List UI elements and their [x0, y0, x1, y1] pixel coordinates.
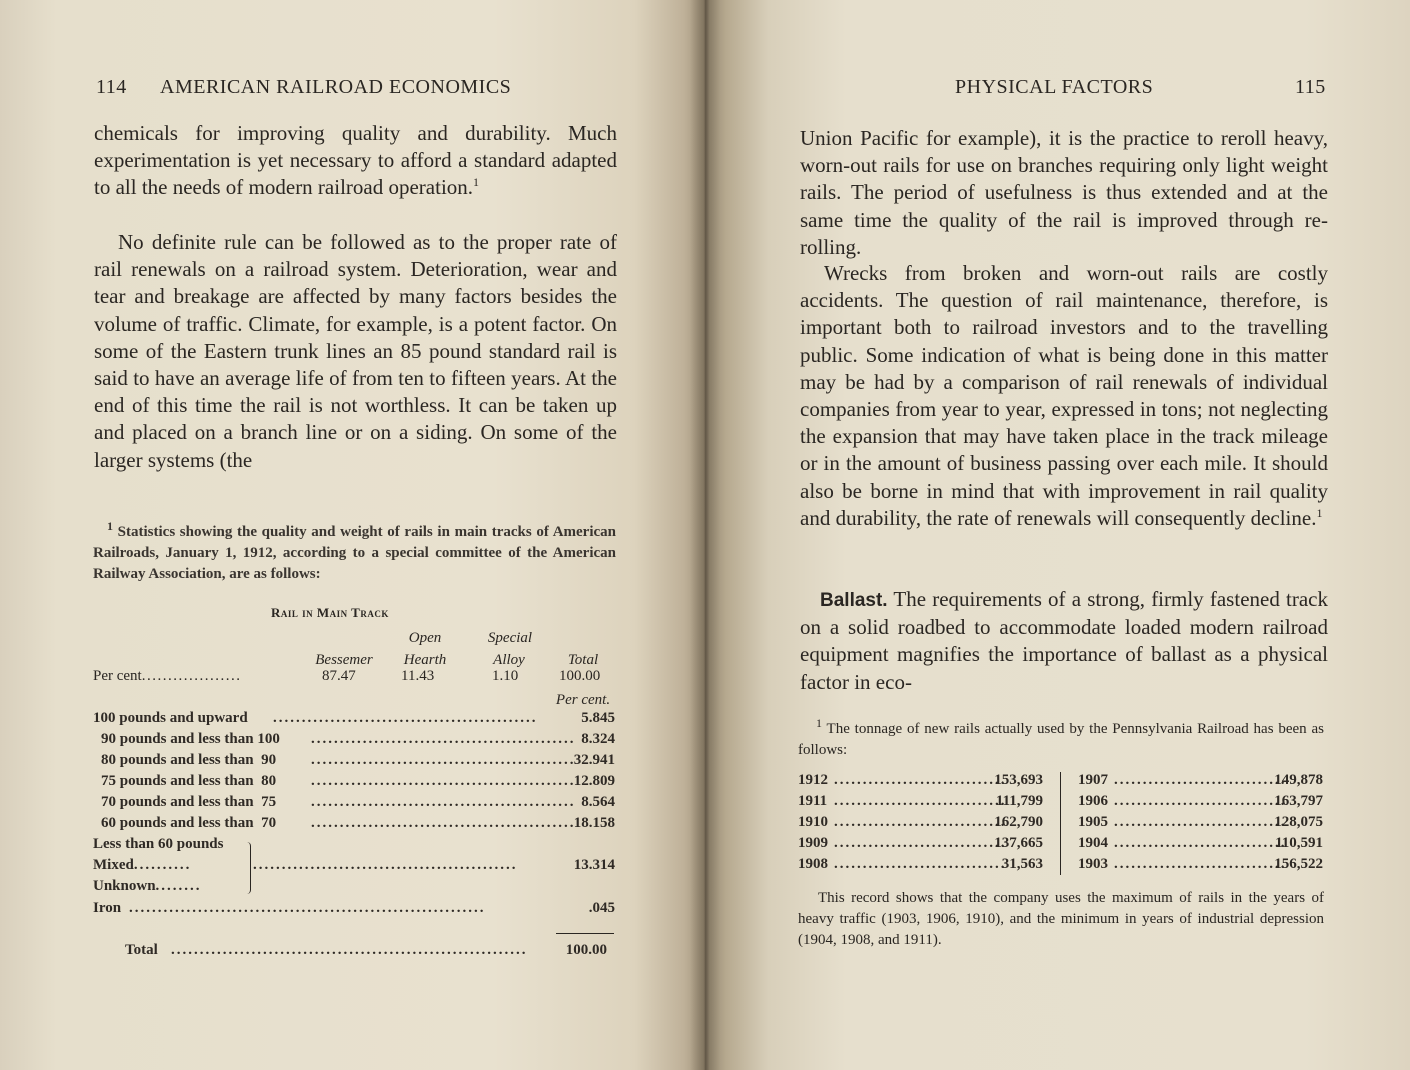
- left-footnote-text: Statistics showing the quality and weight of rails in main tracks of American Railroads, January 1, 1912, according to a special committee of the American Railway Association, are as follows:: [93, 524, 617, 582]
- row-label: 60 pounds and less than 70: [101, 815, 277, 831]
- percent-total: 100.00: [559, 668, 601, 684]
- tonnage-year: 1905: [1078, 814, 1108, 830]
- row-label: Unknown........: [93, 878, 202, 894]
- tonnage-row: 1905 .............................. 128,075: [1078, 814, 1323, 830]
- table-row: 60 pounds and less than 70 .............................................. 18.158: [93, 815, 615, 836]
- row-value: 13.314: [573, 857, 615, 873]
- right-paragraph-2: [800, 260, 1328, 532]
- tonnage-row: 1912 .............................. 153,693: [798, 772, 1043, 788]
- tonnage-value: 163,797: [1274, 793, 1323, 809]
- table-row: [93, 878, 615, 899]
- percent-special-alloy: 1.10: [492, 668, 519, 684]
- tonnage-row: 1907 .............................. 149,878: [1078, 772, 1323, 788]
- row-label: 80 pounds and less than 90: [101, 752, 277, 768]
- row-label: 70 pounds and less than 75: [101, 794, 277, 810]
- right-footnote-text: The tonnage of new rails actually used by the Pennsylvania Railroad has been as follows:: [798, 721, 1324, 758]
- unknown-label: Unknown: [93, 878, 156, 894]
- tonnage-year: 1910: [798, 814, 828, 830]
- tonnage-year: 1912: [798, 772, 828, 788]
- mixed-label: Mixed: [93, 857, 134, 873]
- row-value: 5.845: [581, 710, 615, 726]
- row-value: 32.941: [573, 752, 615, 768]
- right-paragraph-3-text: The requirements of a strong, firmly fastened track on a solid roadbed to accommodate loaded modern railroad equipment magnifies the importance of ballast as a physical factor in eco-: [800, 587, 1328, 694]
- tonnage-value: 31,563: [1001, 856, 1043, 872]
- tonnage-value: 137,665: [994, 835, 1043, 851]
- left-footnote: [93, 519, 617, 585]
- header-total: Total: [567, 652, 599, 668]
- left-running-title: AMERICAN RAILROAD ECONOMICS: [160, 76, 512, 98]
- table-row: 70 pounds and less than 75 .............................................. 8.564: [93, 794, 615, 815]
- percent-bessemer: 87.47: [322, 668, 356, 684]
- tonnage-row: 1903 .............................. 156,522: [1078, 856, 1323, 872]
- row-value: 12.809: [573, 773, 615, 789]
- tonnage-value: 149,878: [1274, 772, 1323, 788]
- row-label: 90 pounds and less than 100: [101, 731, 280, 747]
- percent-label-text: Per cent: [93, 668, 142, 684]
- row-label: Less than 60 pounds: [93, 836, 224, 852]
- tonnage-value: 110,591: [1275, 835, 1323, 851]
- tonnage-year: 1904: [1078, 835, 1108, 851]
- percent-label: Per cent...................: [93, 668, 242, 684]
- tonnage-year: 1907: [1078, 772, 1108, 788]
- tonnage-row: 1909 .............................. 137,665: [798, 835, 1043, 851]
- tonnage-row: 1911 .............................. 111,799: [798, 793, 1043, 809]
- table-row: 75 pounds and less than 80 .............................................. 12.809: [93, 773, 615, 794]
- per-cent-heading: Per cent.: [555, 692, 611, 708]
- table-title: Rail in Main Track: [271, 605, 389, 620]
- right-paragraph-2-text: Wrecks from broken and worn-out rails are costly accidents. The question of rail maintenance, therefore, is important both to railroad investors and to the travelling public. Some indication of what is being done in this matter may be had by a comparison of rail renewals of individual companies from year to year, expressed in tons; not neglecting the expansion that may have taken place in the track mileage or in the amount of business passing over each mile. It should also be borne in mind that with improvement in rail quality and durability, the rate of renewals will consequently decline.: [800, 261, 1328, 530]
- right-paragraph-1: Union Pacific for example), it is the practice to reroll heavy, worn-out rails for use on branches requiring only light weight rails. The period of usefulness is thus extended and at the same time the quality of the rail is improved through re-rolling.: [800, 126, 1328, 259]
- tonnage-value: 153,693: [994, 772, 1043, 788]
- book-gutter: [690, 0, 720, 1070]
- tonnage-year: 1909: [798, 835, 828, 851]
- tonnage-value: 128,075: [1274, 814, 1323, 830]
- row-label: Iron: [93, 900, 122, 916]
- tonnage-year: 1908: [798, 856, 828, 872]
- table-row: 80 pounds and less than 90 .............................................. 32.941: [93, 752, 615, 773]
- table-row: 90 pounds and less than 100 .............................................. 8.324: [93, 731, 615, 752]
- tonnage-value: 111,799: [995, 793, 1043, 809]
- row-label: 100 pounds and upward: [93, 710, 248, 726]
- header-open: Open: [408, 630, 442, 646]
- row-value: 8.324: [581, 731, 615, 747]
- tonnage-row: 1910 .............................. 162,790: [798, 814, 1043, 830]
- group-bracket: [244, 842, 251, 894]
- left-paragraph-1: [94, 120, 617, 202]
- right-footnote-2: This record shows that the company uses the maximum of rails in the years of heavy traffic (1903, 1906, 1910), and the minimum in years of industrial depression (1904, 1908, and 1911).: [798, 890, 1324, 948]
- header-special: Special: [487, 630, 533, 646]
- header-alloy: Alloy: [493, 652, 525, 668]
- tonnage-row: 1906 .............................. 163,797: [1078, 793, 1323, 809]
- table-row: 100 pounds and upward .............................................. 5.845: [93, 710, 615, 726]
- right-page-number: 115: [1295, 76, 1326, 98]
- percent-open-hearth: 11.43: [401, 668, 435, 684]
- tonnage-year: 1911: [798, 793, 828, 809]
- tonnage-year: 1906: [1078, 793, 1108, 809]
- row-value: .045: [588, 900, 615, 916]
- row-label: Mixed..........: [93, 857, 192, 873]
- tonnage-row: 1908 .............................. 31,563: [798, 856, 1043, 872]
- footnote-ref: 1: [473, 175, 480, 190]
- row-value: 18.158: [573, 815, 615, 831]
- left-page-number: 114: [96, 76, 127, 98]
- row-label: Total: [125, 942, 158, 958]
- header-hearth: Hearth: [403, 652, 447, 668]
- table-row: [93, 836, 615, 857]
- right-footnote: [798, 716, 1324, 761]
- tonnage-value: 156,522: [1274, 856, 1323, 872]
- right-page: [705, 0, 1410, 1070]
- table-row: Mixed.......... .............................................. 13.314: [93, 857, 615, 873]
- footnote-mark: 1: [107, 519, 113, 533]
- tonnage-divider: [1060, 772, 1061, 875]
- tonnage-row: 1904 .............................. 110,591: [1078, 835, 1323, 851]
- header-bessemer: Bessemer: [315, 652, 373, 668]
- total-rule: [556, 933, 614, 934]
- right-running-title: PHYSICAL FACTORS: [955, 76, 1154, 98]
- row-value: 8.564: [581, 794, 615, 810]
- row-label: 75 pounds and less than 80: [101, 773, 277, 789]
- table-row: Iron .............................................................. .045: [93, 900, 615, 916]
- tonnage-value: 162,790: [994, 814, 1043, 830]
- table-total-row: Total .............................................................. 100.00: [93, 942, 615, 963]
- tonnage-year: 1903: [1078, 856, 1108, 872]
- left-paragraph-1-text: chemicals for improving quality and durability. Much experimentation is yet necessary to afford a standard adapted to all the needs of modern railroad operation.: [94, 121, 617, 200]
- right-paragraph-3: [800, 586, 1328, 696]
- footnote-mark: 1: [816, 716, 822, 730]
- ballast-heading: Ballast.: [820, 590, 888, 611]
- left-paragraph-2: No definite rule can be followed as to the proper rate of rail renewals on a railroad system. Deterioration, wear and tear and breakage are affected by many factors besides the volume of traffic. Climate, for example, is a potent factor. On some of the Eastern trunk lines an 85 pound standard rail is said to have an average life of from ten to fifteen years. At the end of this time the rail is not worthless. It can be taken up and placed on a branch line or on a siding. On some of the larger systems (the: [94, 230, 617, 472]
- footnote-ref: 1: [1316, 505, 1323, 520]
- row-value: 100.00: [565, 942, 607, 958]
